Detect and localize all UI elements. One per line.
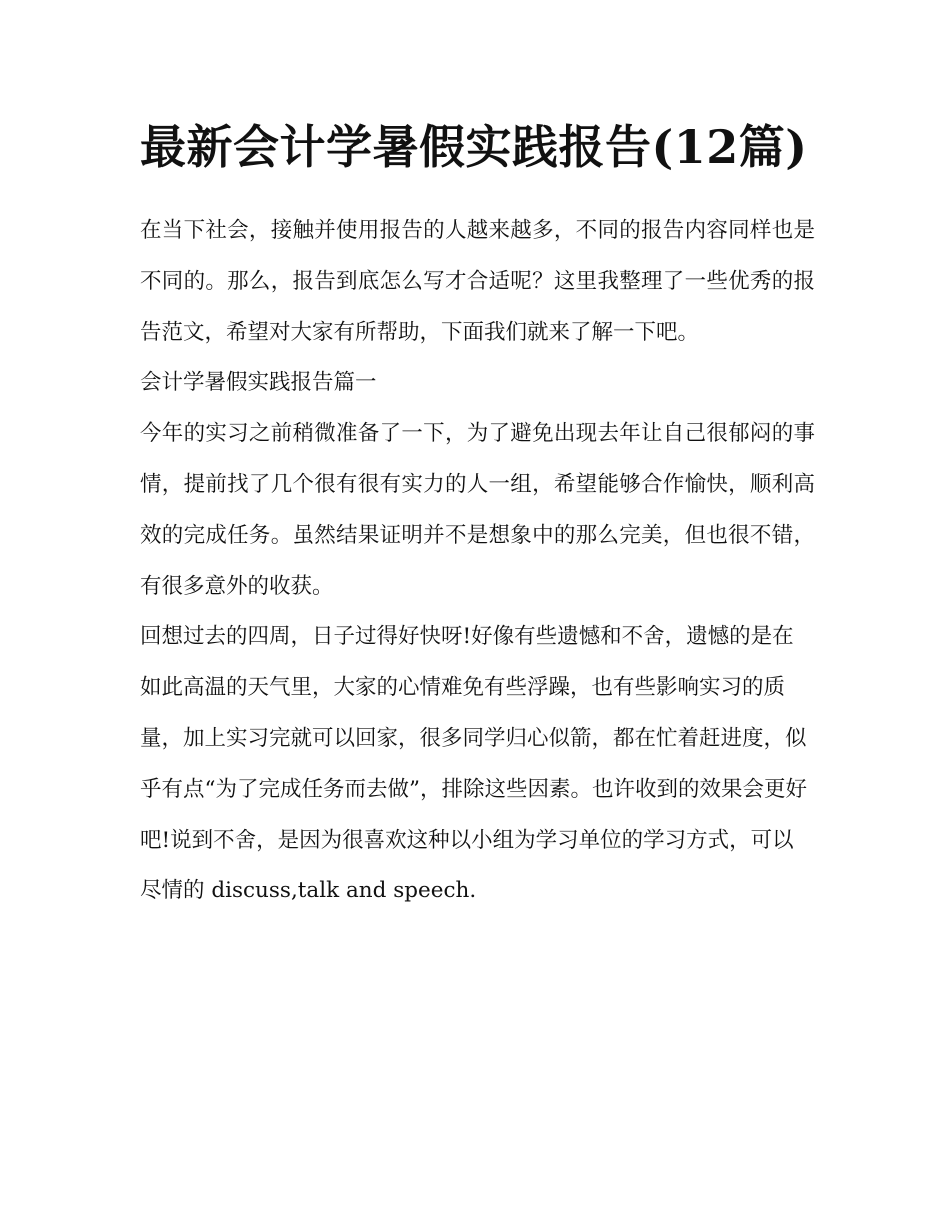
document-body — [140, 206, 815, 917]
intro-paragraph: 在当下社会，接触并使用报告的人越来越多，不同的报告内容同样也是不同的。那么，报告到底怎么写才合适呢？这里我整理了一些优秀的报告范文，希望对大家有所帮助，下面我们就来了解一下吧。 — [140, 218, 815, 345]
document-title: 最新会计学暑假实践报告(12篇) — [140, 120, 808, 174]
section-heading: 会计学暑假实践报告篇一 — [140, 370, 377, 396]
body-paragraph-2: 回想过去的四周，日子过得好快呀!好像有些遗憾和不舍，遗憾的是在如此高温的天气里，大家的心情难免有些浮躁，也有些影响实习的质量，加上实习完就可以回家，很多同学归心似箭，都在忙着赶进度，似乎有点“为了完成任务而去做”，排除这些因素。也许收到的效果会更好吧!说到不舍，是因为很喜欢这种以小组为学习单位的学习方式，可以尽情的 discuss,talk and speech. — [140, 624, 807, 904]
document-page — [140, 108, 815, 917]
body-paragraph-1: 今年的实习之前稍微准备了一下，为了避免出现去年让自己很郁闷的事情，提前找了几个很有很有实力的人一组，希望能够合作愉快，顺利高效的完成任务。虽然结果证明并不是想象中的那么完美，但也很不错，有很多意外的收获。 — [140, 421, 815, 599]
